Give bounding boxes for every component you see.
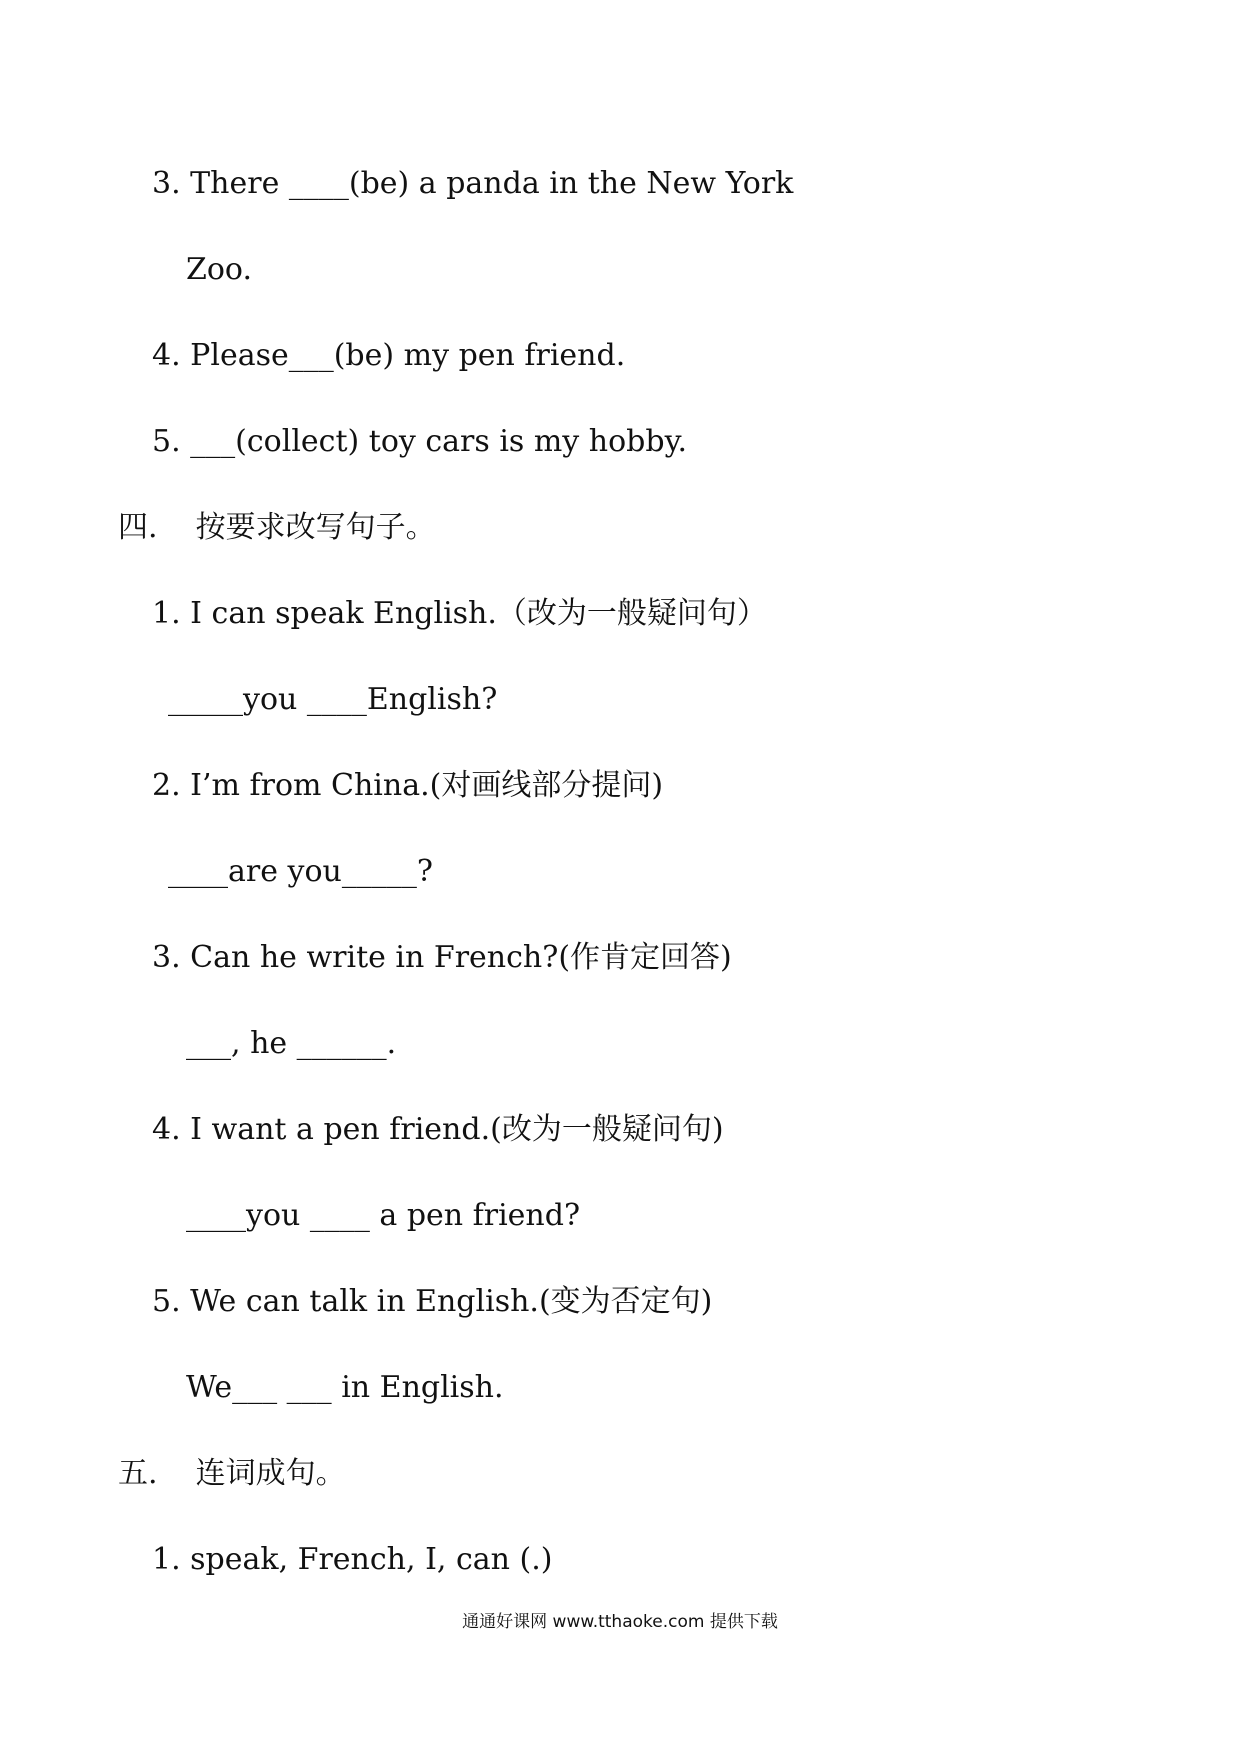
section-4-answer-3: ___, he ______.	[186, 1026, 397, 1061]
section-4-question-5: 5. We can talk in English.(变为否定句)	[152, 1284, 713, 1319]
section-4-question-2: 2. I’m from China.(对画线部分提问)	[152, 768, 664, 803]
section-5-question-1: 1. speak, French, I, can (.)	[152, 1542, 553, 1577]
section-4-answer-5: We___ ___ in English.	[186, 1370, 504, 1405]
section-4-question-3: 3. Can he write in French?(作肯定回答)	[152, 940, 732, 975]
section-4-question-1: 1. I can speak English.（改为一般疑问句）	[152, 596, 767, 631]
section-4-answer-2: ____are you_____?	[168, 854, 433, 889]
question-3-continuation: Zoo.	[186, 252, 252, 287]
question-5: 5. ___(collect) toy cars is my hobby.	[152, 424, 688, 459]
section-4-answer-4: ____you ____ a pen friend?	[186, 1198, 581, 1233]
section-4-question-4: 4. I want a pen friend.(改为一般疑问句)	[152, 1112, 724, 1147]
question-4: 4. Please___(be) my pen friend.	[152, 338, 626, 373]
section-5-title: 五. 连词成句。	[118, 1456, 346, 1491]
page-footer: 通通好课网 www.tthaoke.com 提供下载	[462, 1612, 778, 1632]
section-4-title: 四. 按要求改写句子。	[118, 510, 436, 545]
section-4-answer-1: _____you ____English?	[168, 682, 498, 717]
question-3: 3. There ____(be) a panda in the New York	[152, 166, 794, 201]
